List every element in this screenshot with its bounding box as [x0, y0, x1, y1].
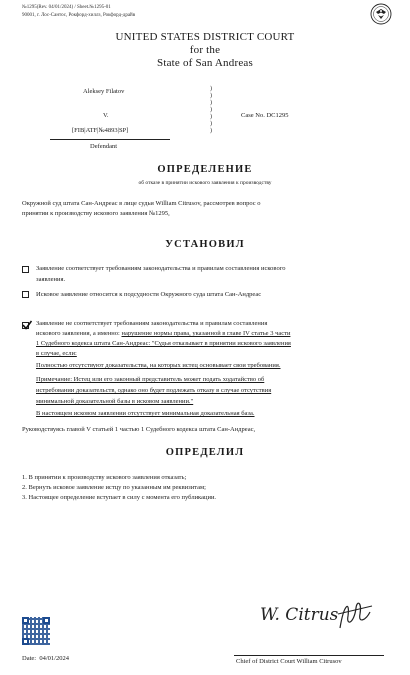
qr-finder-bottom-left: [22, 638, 29, 645]
citation-note-line-3: минимальной доказательной базы в исковом заявлении.": [36, 398, 194, 405]
checkbox-checked-icon[interactable]: [22, 322, 29, 329]
date-value: 04/01/2024: [39, 655, 69, 662]
option-noncompliant-line-1: Заявление не соответствует требованиям законодательства и правилам составления: [36, 320, 268, 327]
signature-image: [258, 594, 378, 634]
definition-subtitle: об отказе в принятии искового заявления к производству: [138, 180, 272, 186]
guided-line: Руководствуясь главой V статьей 1 частью 1 Судебного кодекса штата Сан-Андреас,: [22, 426, 256, 433]
decided-title: ОПРЕДЕЛИЛ: [165, 447, 245, 458]
noncompliant-intro: искового заявления, а именно:: [36, 330, 122, 337]
intro-line-2: принятии к производству искового заявления №1295,: [22, 210, 170, 217]
address-line: 90001, г. Лос-Сантос, Рокфорд-хиллз, Рокфорд-драйв: [22, 13, 136, 18]
noncompliant-citation: нарушение нормы права, указанной в главе IV статье 3 части: [121, 330, 291, 337]
checkbox-empty-icon[interactable]: [22, 291, 29, 298]
case-number: Case No. DC1295: [241, 112, 289, 119]
option-jurisdiction: Исковое заявление относится к подсудности Окружного суда штата Сан-Андреас: [36, 291, 262, 298]
checkbox-empty-icon[interactable]: [22, 266, 29, 273]
citation-note-line-1: Примечание: Истец или его законный представитель может подать ходатайство об: [36, 376, 265, 383]
seal-icon: [370, 3, 392, 25]
defendant-name: [FIB|ATF|№4893|SP]: [72, 127, 129, 134]
defendant-line: [50, 139, 170, 140]
citation-line-4: в случае, если:: [36, 350, 77, 357]
established-title: УСТАНОВИЛ: [165, 239, 245, 250]
option-compliant-line-1: Заявление соответствует требованиям законодательства и правилам составления искового: [36, 265, 286, 272]
court-state: State of San Andreas: [157, 57, 253, 69]
decided-item-3: 3. Настоящее определение вступает в силу с момента его публикации.: [22, 494, 217, 501]
caption-parentheses: ) ) ) ) ) ) ): [210, 86, 212, 134]
decided-item-1: 1. В принятии к производству искового заявления отказать;: [22, 474, 187, 481]
date-field: [22, 654, 69, 663]
citation-note-line-2: истребовании доказательств, однако оно будет подлежать отказу в случае отсутствия: [36, 387, 272, 394]
defendant-label: Defendant: [90, 143, 118, 150]
form-number: №1295(Rev. 04/01/2024) / Sheet.№1295-01: [22, 5, 111, 10]
court-title: UNITED STATES DISTRICT COURT: [115, 31, 295, 43]
versus-label: V.: [103, 112, 109, 119]
qr-finder-top-right: [43, 617, 50, 624]
court-for-the: for the: [189, 44, 221, 56]
plaintiff-name: Aleksey Filatov: [83, 88, 125, 95]
definition-title: ОПРЕДЕЛЕНИЕ: [157, 164, 253, 175]
signer-title: Chief of District Court William Citrusov: [236, 658, 342, 665]
option-compliant-line-2: заявления.: [36, 276, 66, 283]
signature-text: W. Citrus: [260, 605, 339, 625]
signature-line: [234, 655, 384, 656]
citation-line-5: Полностью отсутствуют доказательства, на которых истец основывает свои требования.: [36, 362, 281, 369]
option-noncompliant-line-2: [36, 329, 290, 338]
qr-finder-top-left: [22, 617, 29, 624]
conclusion-line: В настоящем исковом заявлении отсутствует минимальная доказательная база.: [36, 410, 255, 417]
decided-item-2: 2. Вернуть исковое заявление истцу по указанным им реквизитам;: [22, 484, 206, 491]
date-label: Date:: [22, 655, 37, 662]
citation-line-3: 1 Судебного кодекса штата Сан-Андреас: "Судья отказывает в принятии искового заявления: [36, 340, 291, 347]
intro-line-1: Окружной суд штата Сан-Андреас в лице судьи William Citrusov, рассмотрев вопрос о: [22, 200, 261, 207]
